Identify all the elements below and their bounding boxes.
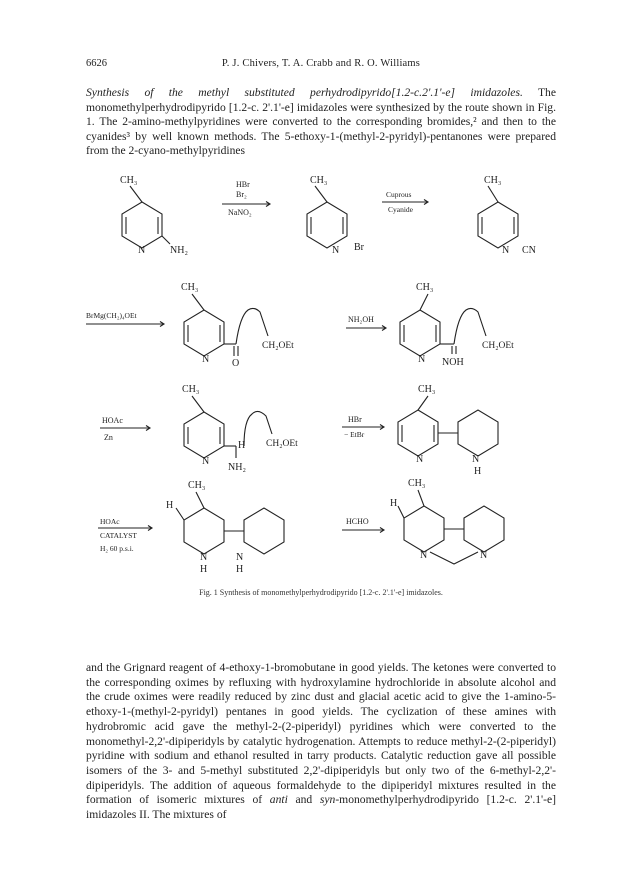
- methyl-label: CH₃: [181, 282, 199, 293]
- methyl-label: CH₃: [188, 480, 206, 491]
- figure-caption: Fig. 1 Synthesis of monomethylperhydrodipyrido [1.2-c. 2'.1'-e] imidazoles.: [199, 588, 443, 597]
- reaction-arrow-oximation: [346, 315, 386, 331]
- oxygen-label: O: [232, 358, 240, 369]
- cyanopyridine-structure: [478, 175, 536, 256]
- amine-structure: [182, 384, 298, 473]
- reagent-label: Zn: [104, 433, 113, 442]
- cyano-label: CN: [522, 245, 536, 256]
- hydrogen-label: H: [390, 498, 398, 509]
- ring-nitrogen-label: N: [480, 550, 488, 561]
- hydrogen-label: H: [474, 466, 482, 477]
- ring-nitrogen-label: N: [420, 550, 428, 561]
- ring-nitrogen-label: N: [416, 454, 424, 465]
- ring-nitrogen-label: N: [236, 552, 244, 563]
- reagent-label: HCHO: [346, 517, 369, 526]
- hydrogen-label: H: [238, 440, 246, 451]
- oxime-label: NOH: [442, 357, 464, 368]
- paragraph-continuation: [86, 661, 556, 823]
- hydrogen-label: H: [236, 564, 244, 575]
- ring-nitrogen-label: N: [138, 245, 146, 256]
- amino-label: NH₂: [228, 462, 246, 473]
- methyl-label: CH₃: [418, 384, 436, 395]
- reagent-label: BrMg(CH₂)₄OEt: [86, 311, 137, 320]
- paragraph-synthesis: [86, 86, 556, 159]
- reaction-arrow-grignard: [86, 311, 164, 327]
- synthesis-scheme: [86, 170, 556, 585]
- bromopyridine-structure: [307, 175, 365, 256]
- page-number: 6626: [86, 58, 107, 69]
- methyl-label: CH₃: [408, 478, 426, 489]
- conjunction: and: [287, 793, 320, 807]
- reagent-label: NH₂OH: [348, 315, 374, 324]
- hydrogen-label: H: [166, 500, 174, 511]
- reagent-label: HOAc: [102, 416, 123, 425]
- reaction-arrow-cyclization: [342, 415, 384, 439]
- reagent-label: − EtBr: [344, 430, 365, 439]
- aminopyridine-structure: [120, 175, 188, 256]
- reagent-label: HBr: [348, 415, 362, 424]
- oxime-structure: [400, 282, 514, 368]
- ring-nitrogen-label: N: [332, 245, 340, 256]
- ring-nitrogen-label: N: [202, 354, 210, 365]
- ethoxymethyl-label: CH₂OEt: [262, 341, 294, 351]
- methyl-label: CH₃: [416, 282, 434, 293]
- reaction-arrow-diazotization: [222, 180, 270, 217]
- ring-nitrogen-label: N: [472, 454, 480, 465]
- reaction-arrow-condensation: [342, 517, 384, 533]
- reagent-label: Cuprous: [386, 190, 412, 199]
- reagent-label: H₂ 60 p.s.i.: [100, 544, 134, 553]
- bromo-label: Br: [354, 242, 364, 253]
- running-header: [86, 58, 556, 72]
- paragraph-text: and the Grignard reagent of 4-ethoxy-1-bromobutane in good yields. The ketones were converted to the corresponding oximes by refluxing with hydroxylamine hydrochloride in absolute alcohol and the crude oximes were readily reduced by zinc dust and glacial acetic acid to give the 1-amino-5-ethoxy-1-(methyl-2-pyridyl) pentanes in good yields. The cyclization of these amines with hydrobromic acid gave the methyl-2-(2-piperidyl) pyridines which were converted to the monomethyl-2,2'-dipiperidyls by catalytic hydrogenation. Attempts to reduce methyl-2-(2-piperidyl) pyridine with sodium and ethanol resulted in tarry products. Catalytic reduction gave all possible isomers of the 3- and 5-methyl substituted 2,2'-dipiperidyls but only two of the 6-methyl-2,2'-dipiperidyls. The addition of aqueous formaldehyde to the dipiperidyl mixtures resulted in the formation of isomeric mixtures of: [86, 661, 556, 807]
- dipiperidyl-structure: [166, 480, 284, 575]
- ketone-structure: [181, 282, 294, 369]
- reagent-label: HBr: [236, 180, 250, 189]
- reaction-arrow-reduction: [100, 416, 150, 442]
- reagent-label: NaNO₂: [228, 208, 252, 217]
- anti-term: anti: [269, 793, 288, 807]
- hydrogen-label: H: [200, 564, 208, 575]
- ethoxymethyl-label: CH₂OEt: [266, 439, 298, 449]
- piperidyl-pyridine-structure: [398, 384, 498, 477]
- paragraph-text: The monomethylperhydrodipyrido [1.2-c. 2'.1'-e] imidazoles were synthesized by the route shown in Fig. 1. The 2-amino-methylpyridines were converted to the corresponding bromides,² and then to the cyanides³ by well known methods. The 5-ethoxy-1-(methyl-2-pyridyl)-pentanones were prepared from the 2-cyano-methylpyridines: [86, 86, 556, 157]
- ethoxymethyl-label: CH₂OEt: [482, 341, 514, 351]
- methyl-label: CH₃: [182, 384, 200, 395]
- amino-label: NH₂: [170, 245, 188, 256]
- reaction-arrow-hydrogenation: [98, 517, 152, 553]
- methyl-label: CH₃: [310, 175, 328, 186]
- paragraph-text-tail: -monomethylperhydrodipyrido [1.2-c. 2'.1'-e] imidazoles II. The mixtures of: [86, 793, 557, 822]
- reaction-arrow-cyanation: [382, 190, 428, 214]
- methyl-label: CH₃: [484, 175, 502, 186]
- ring-nitrogen-label: N: [418, 354, 426, 365]
- author-line: P. J. Chivers, T. A. Crabb and R. O. Williams: [221, 58, 421, 69]
- reagent-label: Cyanide: [388, 205, 413, 214]
- methyl-label: CH₃: [120, 175, 138, 186]
- ring-nitrogen-label: N: [200, 552, 208, 563]
- reagent-label: Br₂: [236, 190, 247, 199]
- reagent-label: HOAc: [100, 517, 120, 526]
- section-heading: Synthesis of the methyl substituted perhydrodipyrido[1.2-c.2'.1'-e] imidazoles.: [86, 86, 523, 99]
- reagent-label: CATALYST: [100, 531, 137, 540]
- ring-nitrogen-label: N: [502, 245, 510, 256]
- ring-nitrogen-label: N: [202, 456, 210, 467]
- syn-term: syn: [319, 793, 336, 807]
- imidazole-product-structure: [390, 478, 504, 564]
